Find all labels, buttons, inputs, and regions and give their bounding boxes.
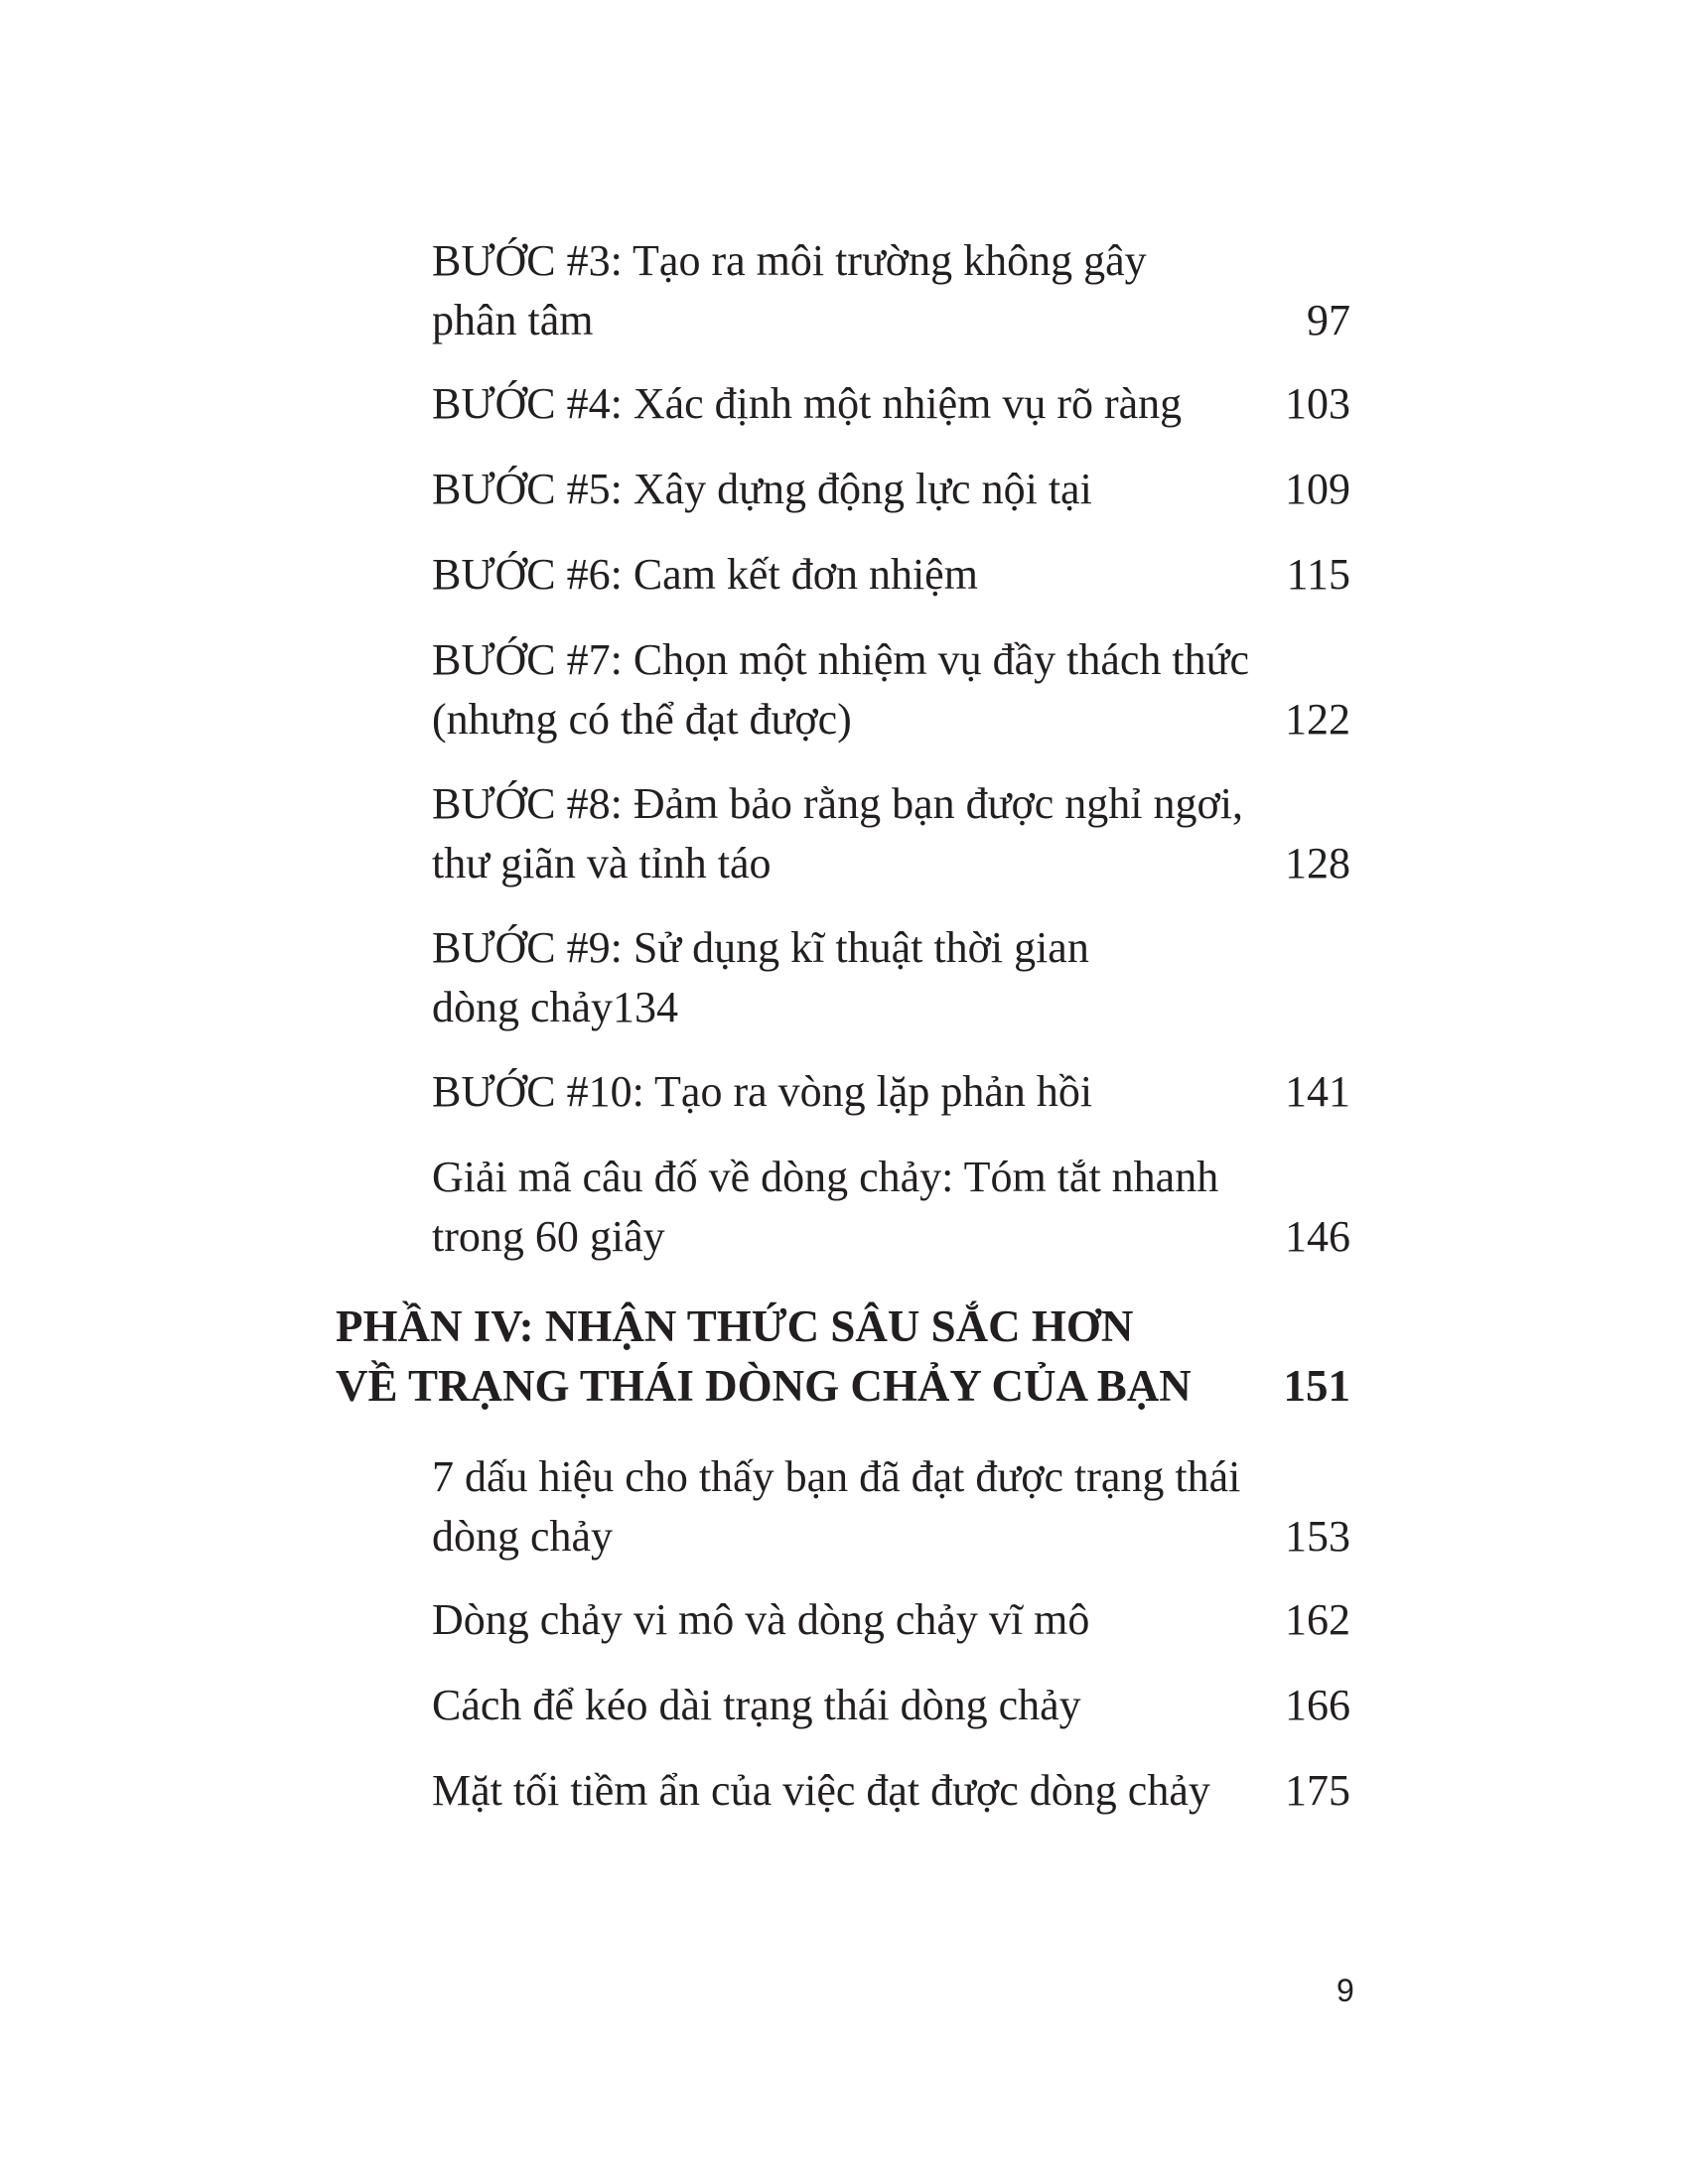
toc-entry-text: BƯỚC #8: Đảm bảo rằng bạn được nghỉ ngơi, bbox=[432, 779, 1243, 828]
toc-entry-page: 166 bbox=[1285, 1681, 1350, 1729]
toc-entry-step-5 bbox=[432, 460, 1350, 519]
toc-entry-extend bbox=[432, 1676, 1350, 1735]
toc-entry-step-3 bbox=[432, 231, 1350, 350]
toc-entry-text: 7 dấu hiệu cho thấy bạn đã đạt được trạng thái bbox=[432, 1452, 1241, 1501]
toc-entry-signs bbox=[432, 1447, 1350, 1567]
toc-entry-step-10 bbox=[432, 1062, 1350, 1122]
toc-entry-summary bbox=[432, 1148, 1350, 1267]
toc-entry-text: BƯỚC #7: Chọn một nhiệm vụ đầy thách thức bbox=[432, 635, 1250, 684]
toc-entry-page: 109 bbox=[1285, 465, 1350, 513]
toc-entry-text: phân tâm bbox=[432, 296, 594, 344]
toc-entry-step-7 bbox=[432, 630, 1350, 750]
toc-part-heading bbox=[336, 1297, 1350, 1416]
toc-entry-text: BƯỚC #3: Tạo ra môi trường không gây bbox=[432, 236, 1147, 285]
toc-entry-page: 162 bbox=[1285, 1595, 1350, 1644]
toc-part-text: PHẦN IV: NHẬN THỨC SÂU SẮC HƠN bbox=[336, 1301, 1134, 1351]
toc-part-text: VỀ TRẠNG THÁI DÒNG CHẢY CỦA BẠN bbox=[336, 1361, 1192, 1411]
toc-entry-step-9 bbox=[432, 918, 1350, 1037]
toc-entry-text: Mặt tối tiềm ẩn của việc đạt được dòng chảy bbox=[432, 1766, 1210, 1815]
toc-entry-dark-side bbox=[432, 1761, 1350, 1821]
toc-entry-text: dòng chảy bbox=[432, 1512, 614, 1561]
toc-entry-page: 103 bbox=[1285, 379, 1350, 428]
toc-entry-text: BƯỚC #5: Xây dựng động lực nội tại bbox=[432, 465, 1092, 513]
toc-entry-text: Giải mã câu đố về dòng chảy: Tóm tắt nhanh bbox=[432, 1153, 1219, 1201]
page-number: 9 bbox=[1336, 1973, 1354, 2008]
toc-entry-step-8 bbox=[432, 774, 1350, 893]
toc-entry-page: 146 bbox=[1285, 1212, 1350, 1261]
toc-entry-text: Cách để kéo dài trạng thái dòng chảy bbox=[432, 1681, 1081, 1729]
toc-entry-text: BƯỚC #10: Tạo ra vòng lặp phản hồi bbox=[432, 1067, 1093, 1116]
toc-entry-page: 97 bbox=[1307, 296, 1350, 344]
toc-entry-page: 115 bbox=[1286, 550, 1350, 599]
toc-entry-micro-macro bbox=[432, 1590, 1350, 1650]
toc-entry-page: 122 bbox=[1285, 695, 1350, 744]
toc-entry-page: 175 bbox=[1285, 1766, 1350, 1815]
toc-entry-text: BƯỚC #9: Sử dụng kĩ thuật thời gian bbox=[432, 923, 1089, 972]
toc-entry-page: 153 bbox=[1285, 1512, 1350, 1561]
toc-entry-text: (nhưng có thể đạt được) bbox=[432, 695, 852, 744]
toc-entry-page: 128 bbox=[1285, 839, 1350, 887]
toc-part-page: 151 bbox=[1283, 1361, 1350, 1411]
toc-entry-step-6 bbox=[432, 545, 1350, 605]
toc-entry-text: Dòng chảy vi mô và dòng chảy vĩ mô bbox=[432, 1595, 1090, 1644]
toc-entry-text: BƯỚC #6: Cam kết đơn nhiệm bbox=[432, 550, 978, 599]
toc-entry-text: dòng chảy134 bbox=[432, 983, 679, 1031]
toc-entry-text: trong 60 giây bbox=[432, 1212, 665, 1261]
toc-entry-text: thư giãn và tỉnh táo bbox=[432, 839, 772, 887]
toc-entry-page: 141 bbox=[1285, 1067, 1350, 1116]
toc-entry-step-4 bbox=[432, 374, 1350, 434]
toc-entry-text: BƯỚC #4: Xác định một nhiệm vụ rõ ràng bbox=[432, 379, 1183, 428]
